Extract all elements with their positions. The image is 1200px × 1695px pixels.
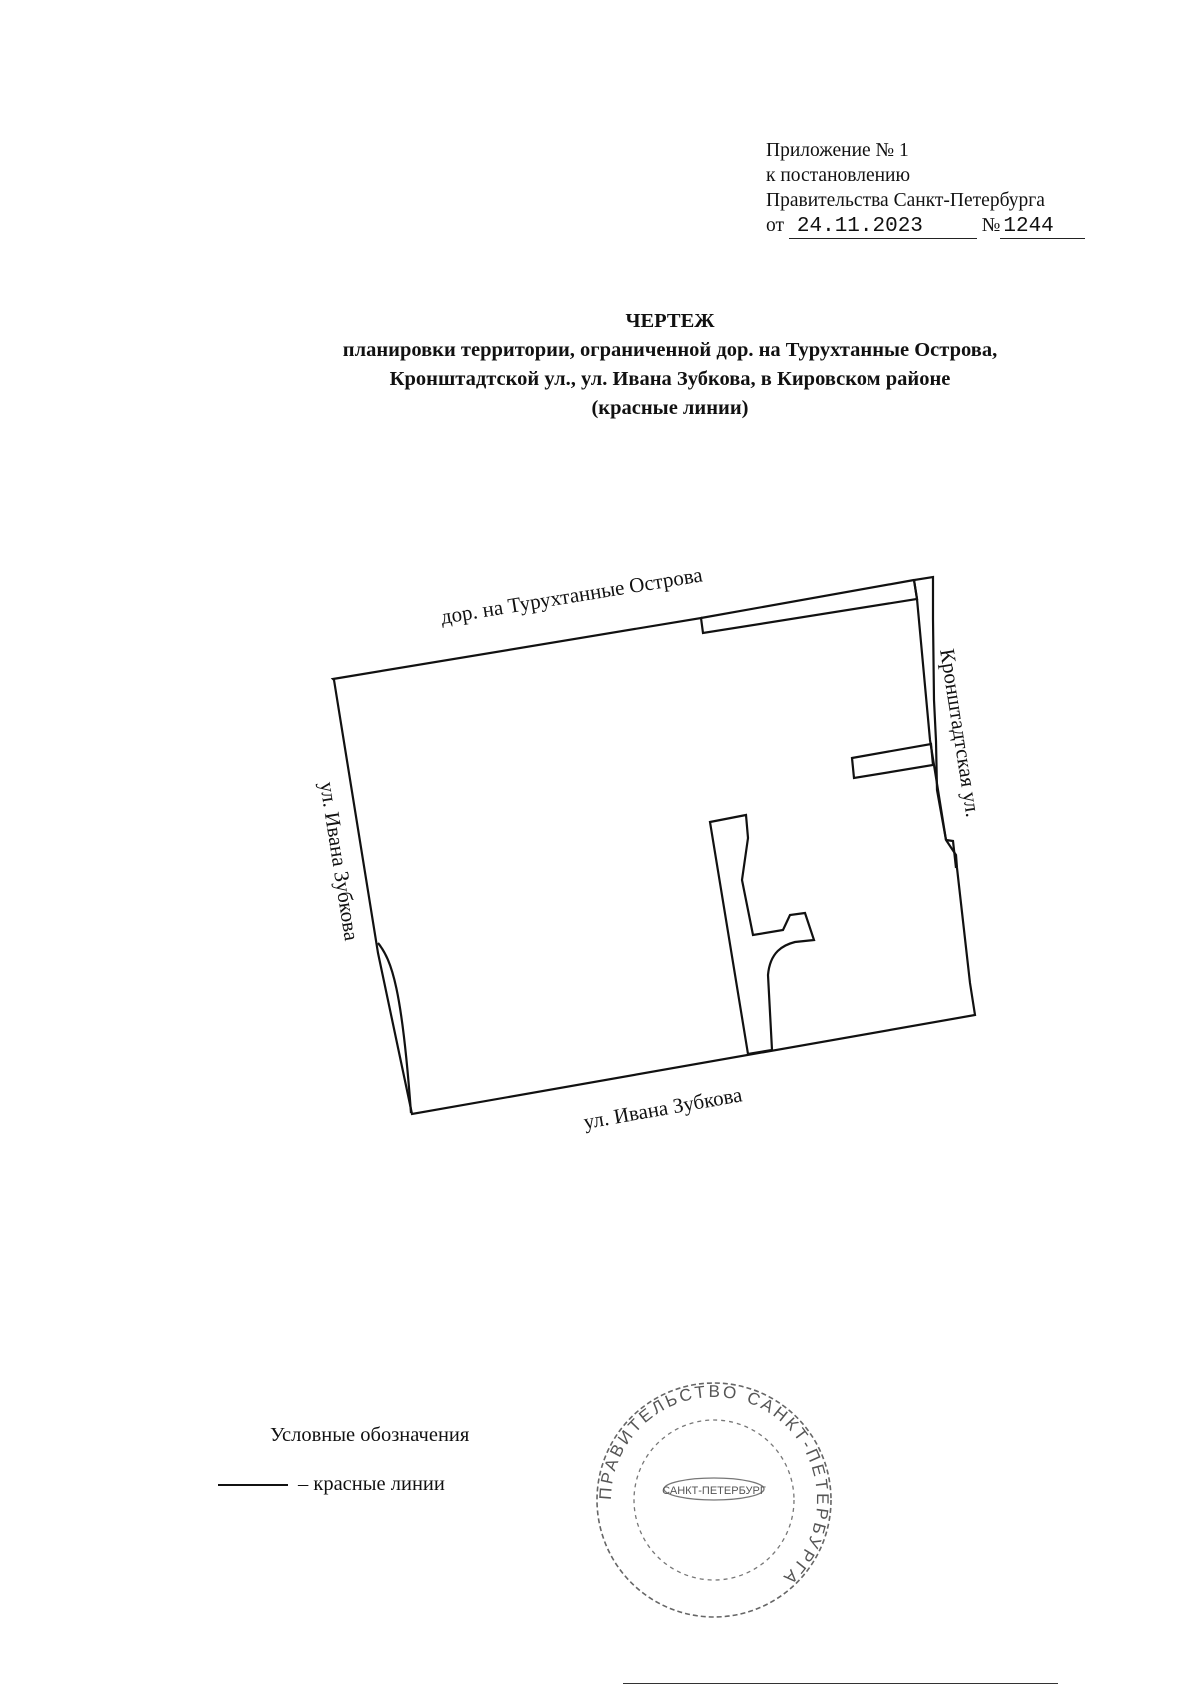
signature-line-1 xyxy=(623,1683,888,1684)
title-heading: ЧЕРТЕЖ xyxy=(625,310,715,332)
stamp-ring-text: ПРАВИТЕЛЬСТВО САНКТ-ПЕТЕРБУРГА xyxy=(595,1381,833,1590)
title-line-1: планировки территории, ограниченной дор. на Турухтанные Острова, xyxy=(342,339,998,361)
stamp-center-text: САНКТ-ПЕТЕРБУРГ xyxy=(662,1485,766,1497)
appendix-line-2: к постановлению xyxy=(766,165,911,186)
label-right-street: Кронштадтская ул. xyxy=(935,647,986,819)
label-top-road: дор. на Турухтанные Острова xyxy=(438,562,705,629)
title-line-3: (красные линии) xyxy=(591,397,749,419)
legend-title: Условные обозначения xyxy=(270,1424,470,1446)
signature-line-2 xyxy=(888,1683,1058,1684)
label-left-street: ул. Ивана Зубкова xyxy=(315,780,364,943)
date-prefix: от xyxy=(766,215,785,236)
appendix-line-1: Приложение № 1 xyxy=(766,140,909,161)
number-value: 1244 xyxy=(1000,216,1085,239)
title-line-2: Кронштадтской ул., ул. Ивана Зубкова, в Кировском районе xyxy=(389,368,951,390)
label-bottom-street: ул. Ивана Зубкова xyxy=(581,1082,744,1134)
date-value: 24.11.2023 xyxy=(789,216,977,239)
number-prefix: № xyxy=(981,215,1001,236)
appendix-line-3: Правительства Санкт-Петербурга xyxy=(766,190,1045,211)
legend-red-lines-label: – красные линии xyxy=(298,1473,445,1495)
